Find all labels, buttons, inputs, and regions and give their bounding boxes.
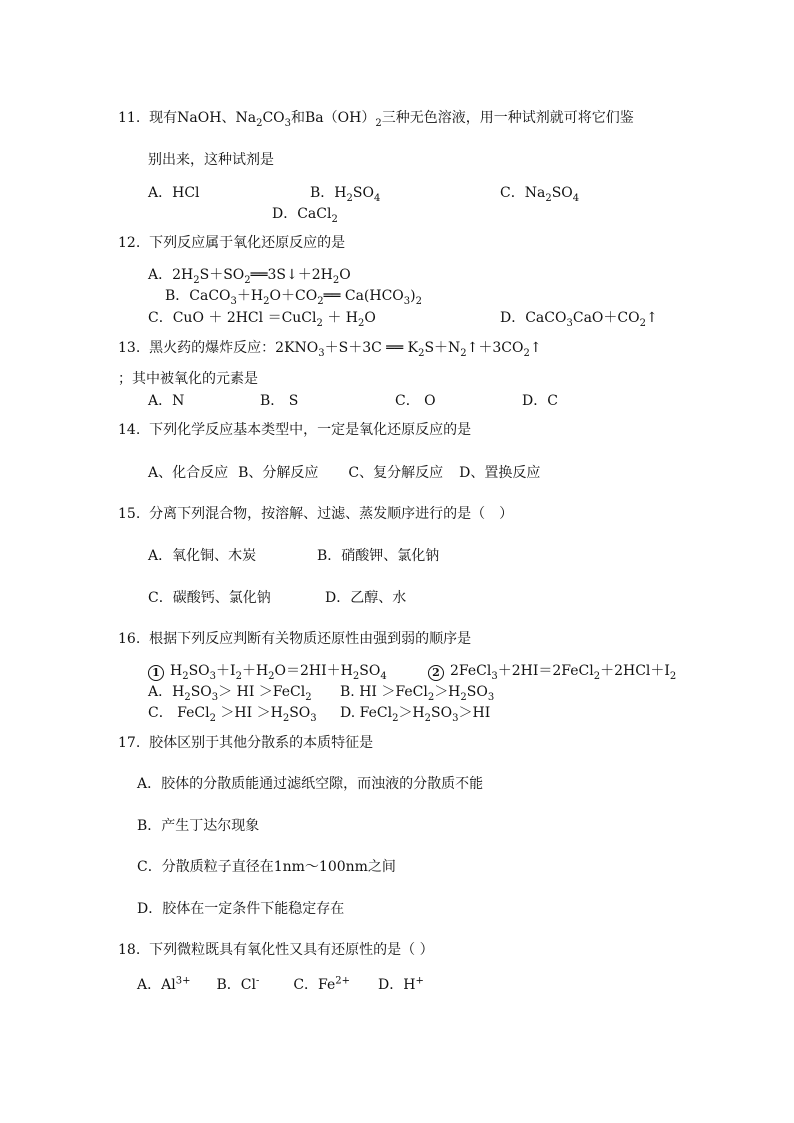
question-12-stem: 12. 下列反应属于氧化还原反应的是 <box>118 235 346 251</box>
question-17-option-c: C．分散质粒子直径在1nm～100nm之间 <box>137 859 396 875</box>
question-15-option-a: A．氧化铜、木炭 <box>148 548 257 564</box>
question-13-option-c: C． O <box>395 393 436 409</box>
question-15-option-d: D．乙醇、水 <box>325 590 407 606</box>
question-15-option-b: B．硝酸钾、氯化钠 <box>317 548 440 564</box>
question-11-option-b: B．$H_2SO_4$ <box>310 185 381 204</box>
question-14-option-d: D、置换反应 <box>459 465 541 481</box>
question-16-reaction-1: 1 $H_2SO_3+I_2+H_2O=2HI+H_2SO_4$ <box>148 664 387 682</box>
question-11-option-c: C．$Na_2SO_4$ <box>500 185 580 204</box>
question-14-stem: 14. 下列化学反应基本类型中，一定是氧化还原反应的是 <box>118 422 472 438</box>
question-13-option-a: A．N <box>148 393 185 409</box>
question-18-options <box>137 976 424 992</box>
question-14-options <box>148 466 540 480</box>
question-18-option-a: A．$Al^{3+}$ <box>137 975 191 993</box>
question-18-option-d: D．H+ <box>378 975 424 993</box>
question-14-option-c: C、复分解反应 <box>348 465 444 481</box>
question-18-option-b: B．Cl- <box>216 975 260 993</box>
question-15-option-c: C．碳酸钙、氯化钠 <box>148 590 271 606</box>
question-13-option-b: B． S <box>260 393 299 409</box>
question-14-option-a: A、化合反应 <box>148 465 229 481</box>
question-12-option-b: B．$CaCO_3+H_2O+CO_2══$ $Ca(HCO_3)_2$ <box>165 288 423 307</box>
question-16-option-d: D. $FeCl_2>H_2SO_3>HI$ <box>340 705 491 724</box>
question-12-option-d: D．$CaCO_3CaO+CO_2↑$ <box>500 310 658 329</box>
question-16-reaction-2: 2 $2FeCl_3+2HI=2FeCl_2+2HCl+I_2$ <box>428 664 676 682</box>
question-17-option-d: D．胶体在一定条件下能稳定存在 <box>137 901 345 917</box>
question-17-option-b: B．产生丁达尔现象 <box>137 818 260 834</box>
question-11-option-d: D．CaCl$_2$ <box>272 206 338 225</box>
question-11-stem: 11. 现有NaOH、$Na_2CO_3$和$Ba(OH)_2$三种无色溶液，用一种试剂就可将它们鉴 <box>118 110 634 129</box>
question-11-option-a: A．HCl <box>148 185 200 201</box>
question-11-stem-line2: 别出来，这种试剂是 <box>148 152 274 168</box>
question-15-stem: 15. 分离下列混合物，按溶解、过滤、蒸发顺序进行的是（ ） <box>118 506 514 522</box>
question-14-option-b: B、分解反应 <box>238 465 319 481</box>
question-17-option-a: A．胶体的分散质能通过滤纸空隙，而浊液的分散质不能 <box>137 776 484 792</box>
question-16-option-b: B. HI $>FeCl_2>H_2SO_3$ <box>340 684 495 703</box>
question-13-option-d: D．C <box>522 393 558 409</box>
question-13-stem-line2: ；其中被氧化的元素是 <box>118 371 258 387</box>
circled-number-2: 2 <box>428 665 444 681</box>
question-17-stem: 17. 胶体区别于其他分散系的本质特征是 <box>118 735 374 751</box>
question-16-option-c: C． FeCl$_2$ $>HI >H_2SO_3$ <box>148 705 317 724</box>
question-16-stem: 16. 根据下列反应判断有关物质还原性由强到弱的顺序是 <box>118 631 472 647</box>
question-13-stem: 13. 黑火药的爆炸反应：$2KNO_3+S+3C$ ══ $K_2S+N_2↑+3CO_2↑$ <box>118 340 542 359</box>
question-18-stem: 18. 下列微粒既具有氧化性又具有还原性的是（ ） <box>118 942 434 958</box>
circled-number-1: 1 <box>148 665 164 681</box>
question-18-option-c: C．$Fe^{2+}$ <box>293 975 351 993</box>
question-12-option-a: A．$2H_2S+SO_2══3S↓+2H_2O$ <box>148 267 351 286</box>
question-12-option-c: C．CuO ＋ 2HCl ＝CuCl$_2$ ＋ $H_2O$ <box>148 310 376 329</box>
question-16-option-a: A．$H_2SO_3>$ HI ＞FeCl$_2$ <box>148 684 312 703</box>
